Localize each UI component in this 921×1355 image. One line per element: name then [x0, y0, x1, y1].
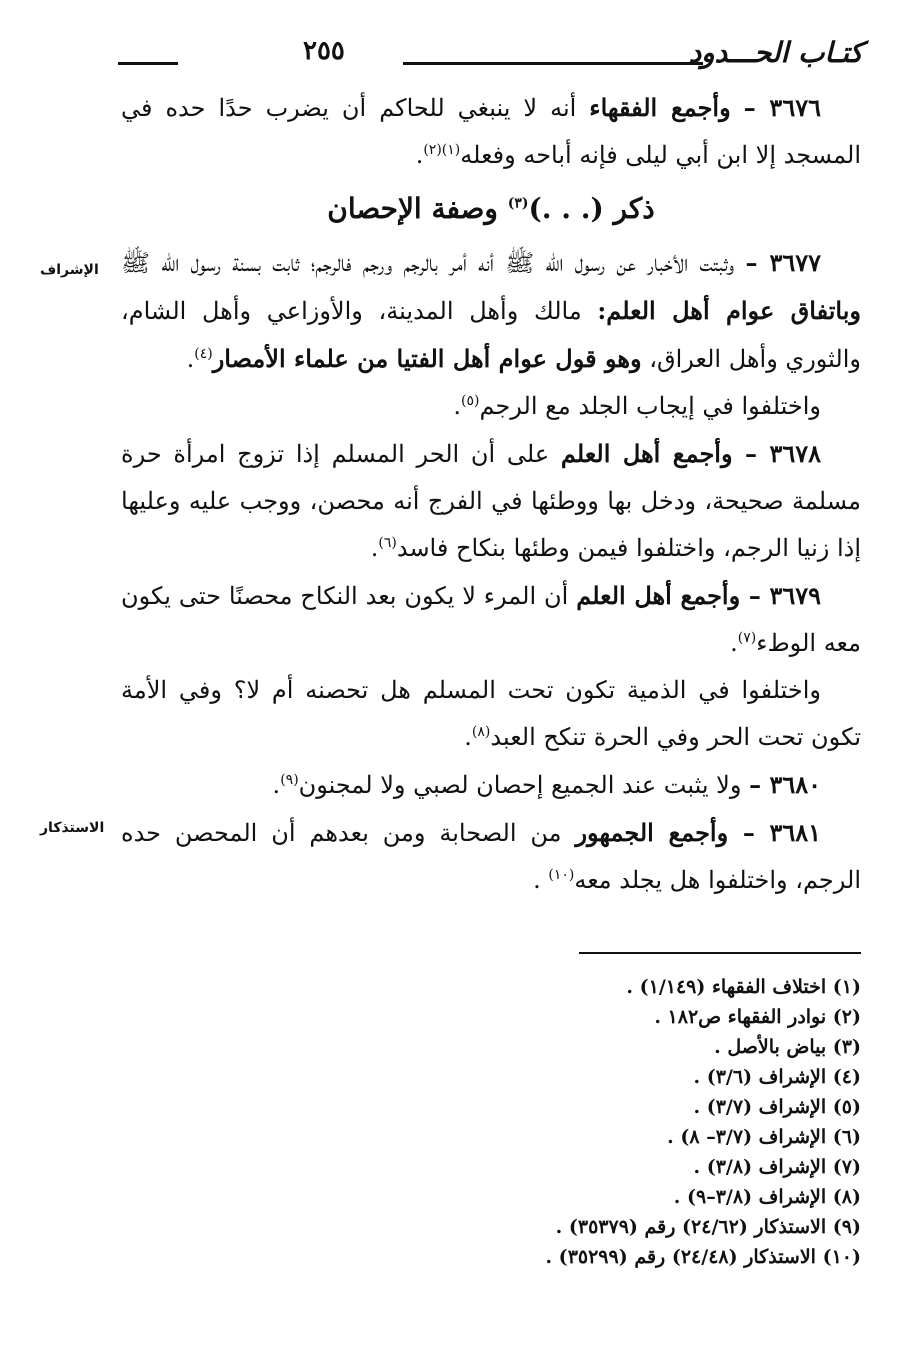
punct: . — [186, 345, 195, 373]
header-rule-left — [118, 62, 178, 65]
footnote-ref[interactable]: (٤) — [194, 346, 213, 362]
main-text — [121, 84, 861, 904]
paragraph-3679 — [121, 572, 861, 667]
footnote-item: (١) اختلاف الفقهاء (١/١٤٩) . — [626, 976, 861, 998]
paragraph-3677 — [121, 239, 861, 383]
paragraph-3681 — [121, 809, 861, 904]
margin-note-istidhkar: الاستذكار — [40, 820, 105, 836]
page-number: ٢٥٥ — [303, 36, 345, 66]
item-number: ٣٦٨٠ – — [749, 770, 821, 799]
bold-phrase: وباتفاق عوام أهل العلم: — [597, 296, 862, 325]
paragraph-text: أن المرء لا يكون بعد النكاح محصنًا حتى يكون معه الوطء — [121, 582, 861, 657]
footnote-ref[interactable]: (٣) — [507, 195, 529, 212]
item-number: ٣٦٧٦ – — [743, 93, 821, 122]
punct: . — [730, 629, 738, 657]
punct: . — [272, 771, 281, 799]
paragraph-ikhtalafu-2 — [121, 667, 861, 761]
heading-text-2: وصفة الإحصان — [327, 192, 508, 225]
footnote-separator — [579, 952, 861, 954]
footnote-ref[interactable]: (٩) — [280, 772, 299, 788]
paragraph-text: واختلفوا في الذمية تكون تحت المسلم هل تحصنه أم لا؟ وفي الأمة تكون تحت الحر وفي الحرة تنكح العبد — [121, 676, 861, 751]
bold-phrase: وأجمع أهل العلم — [576, 581, 749, 610]
bold-phrase: وأجمع الجمهور — [575, 818, 743, 847]
paragraph-ikhtalafu-1 — [121, 383, 861, 430]
heading-text: ذكر (. . .) — [528, 192, 655, 225]
bold-phrase-2: وهو قول عوام أهل الفتيا من علماء الأمصار — [212, 344, 642, 373]
paragraph-3680 — [121, 761, 861, 809]
footnote-item: (٤) الإشراف (٣/٦) . — [693, 1066, 861, 1088]
footnote-ref[interactable]: (٥) — [461, 393, 480, 409]
item-number: ٣٦٧٧ – — [745, 248, 822, 277]
footnote-ref[interactable]: (٨) — [471, 724, 491, 740]
punct: . — [415, 141, 424, 169]
bold-phrase: وأجمع الفقهاء — [589, 93, 731, 122]
book-title: كتـاب الحـــدود — [688, 36, 863, 69]
section-heading — [121, 179, 861, 239]
footnote-item: (٩) الاستذكار (٢٤/٦٢) رقم (٣٥٣٧٩) . — [555, 1216, 861, 1238]
paragraph-text: ولا يثبت عند الجميع إحصان لصبي ولا لمجنون — [298, 771, 750, 799]
paragraph-text: أنه لا ينبغي للحاكم أن يضرب حدًا حده في المسجد إلا ابن أبي ليلى فإنه أباحه وفعله — [121, 94, 861, 169]
footnote-item: (٧) الإشراف (٣/٨) . — [693, 1156, 861, 1178]
footnote-item: (٦) الإشراف (٣/٧– ٨) . — [667, 1126, 861, 1148]
paragraph-text: واختلفوا في إيجاب الجلد مع الرجم — [479, 392, 821, 420]
footnote-ref[interactable]: (٦) — [378, 535, 397, 551]
paragraph-text: من الصحابة ومن بعدهم أن المحصن حده الرجم، واختلفوا هل يجلد معه — [121, 819, 861, 894]
item-number: ٣٦٧٨ – — [744, 439, 821, 468]
punct: . — [370, 534, 379, 562]
footnote-item: (٨) الإشراف (٣/٨–٩) . — [673, 1186, 861, 1208]
bold-phrase: وأجمع أهل العلم — [560, 439, 745, 468]
footnote-item: (٥) الإشراف (٣/٧) . — [693, 1096, 861, 1118]
header-rule — [403, 62, 703, 65]
footnote-item: (٣) بياض بالأصل . — [714, 1036, 861, 1058]
page-header — [118, 36, 863, 76]
paragraph-text: على أن الحر المسلم إذا تزوج امرأة حرة مسلمة صحيحة، ودخل بها ووطئها في الفرج أنه محصن، ووجب عليه وعليها إذا زنيا الرجم، واختلفوا فيمن وطئها بنكاح فاسد — [121, 440, 862, 562]
paragraph-text-2: مالك وأهل المدينة، والأوزاعي وأهل الشام، والثوري وأهل العراق، — [121, 297, 861, 373]
item-number: ٣٦٧٩ – — [748, 581, 821, 610]
footnote-ref[interactable]: (٧) — [737, 630, 757, 646]
footnotes-list — [121, 972, 861, 1272]
footnote-ref[interactable]: (١)(٢) — [423, 142, 461, 158]
punct: . — [464, 723, 472, 751]
paragraph-text: وثبتت الأخبار عن رسول الله ﷺ أنه أمر بالرجم ورجم فالرجم؛ ثابت بسنة رسول الله ﷺ — [121, 249, 746, 277]
margin-note-ishraf: الإشراف — [40, 262, 99, 278]
punct: . — [453, 392, 461, 420]
paragraph-3676 — [121, 84, 861, 179]
item-number: ٣٦٨١ – — [742, 818, 821, 847]
punct: . — [533, 866, 549, 894]
paragraph-3678 — [121, 430, 861, 572]
footnote-item: (١٠) الاستذكار (٢٤/٤٨) رقم (٣٥٢٩٩) . — [545, 1246, 861, 1268]
footnote-ref[interactable]: (١٠) — [548, 867, 575, 883]
footnote-item: (٢) نوادر الفقهاء ص١٨٢ . — [654, 1006, 861, 1028]
